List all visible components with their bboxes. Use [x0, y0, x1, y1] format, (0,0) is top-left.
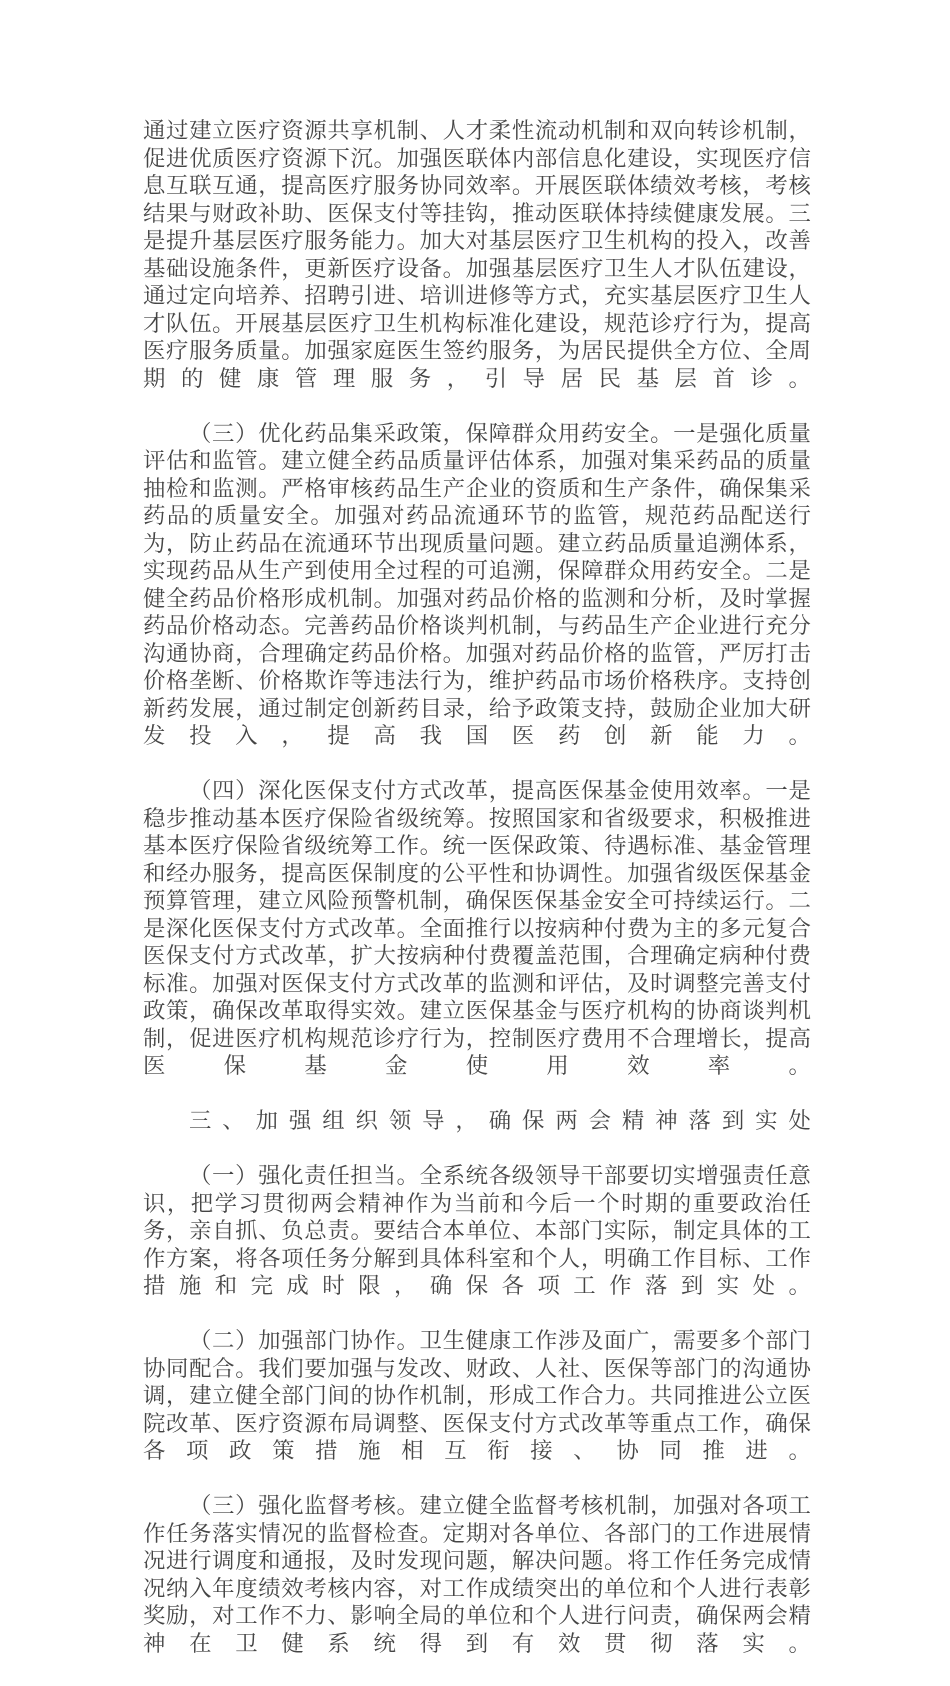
- paragraph-section-3-drug-procurement: （三）优化药品集采政策，保障群众用药安全。一是强化质量评估和监管。建立健全药品质量评估体系，加强对集采药品的质量抽检和监测。严格审核药品生产企业的资质和生产条件，确保集采药品的质量安全。加强对药品流通环节的监管，规范药品配送行为，防止药品在流通环节出现质量问题。建立药品质量追溯体系，实现药品从生产到使用全过程的可追溯，保障群众用药安全。二是健全药品价格形成机制。加强对药品价格的监测和分析，及时掌握药品价格动态。完善药品价格谈判机制，与药品生产企业进行充分沟通协商，合理确定药品价格。加强对药品价格的监管，严厉打击价格垄断、价格欺诈等违法行为，维护药品市场价格秩序。支持创新药发展，通过制定创新药目录，给予政策支持，鼓励企业加大研发投入，提高我国医药创新能力。: [143, 420, 811, 749]
- section-heading-three: 三、加强组织领导，确保两会精神落到实处: [189, 1108, 811, 1134]
- paragraph-continuation: 通过建立医疗资源共享机制、人才柔性流动机制和双向转诊机制，促进优质医疗资源下沉。加强医联体内部信息化建设，实现医疗信息互联互通，提高医疗服务协同效率。开展医联体绩效考核，考核结果与财政补助、医保支付等挂钩，推动医联体持续健康发展。三是提升基层医疗服务能力。加大对基层医疗卫生机构的投入，改善基础设施条件，更新医疗设备。加强基层医疗卫生人才队伍建设，通过定向培养、招聘引进、培训进修等方式，充实基层医疗卫生人才队伍。开展基层医疗卫生机构标准化建设，规范诊疗行为，提高医疗服务质量。加强家庭医生签约服务，为居民提供全方位、全周期的健康管理服务，引导居民基层首诊。: [143, 118, 811, 392]
- document-text-body: [143, 118, 811, 1686]
- paragraph-subsection-3-supervision-assessment: （三）强化监督考核。建立健全监督考核机制，加强对各项工作任务落实情况的监督检查。定期对各单位、各部门的工作进展情况进行调度和通报，及时发现问题，解决问题。将工作任务完成情况纳入年度绩效考核内容，对工作成绩突出的单位和个人进行表彰奖励，对工作不力、影响全局的单位和个人进行问责，确保两会精神在卫健系统得到有效贯彻落实。: [143, 1493, 811, 1657]
- paragraph-section-4-insurance-payment-reform: （四）深化医保支付方式改革，提高医保基金使用效率。一是稳步推动基本医疗保险省级统筹。按照国家和省级要求，积极推进基本医疗保险省级统筹工作。统一医保政策、待遇标准、基金管理和经办服务，提高医保制度的公平性和协调性。加强省级医保基金预算管理，建立风险预警机制，确保医保基金安全可持续运行。二是深化医保支付方式改革。全面推行以按病种付费为主的多元复合医保支付方式改革，扩大按病种付费覆盖范围，合理确定病种付费标准。加强对医保支付方式改革的监测和评估，及时调整完善支付政策，确保改革取得实效。建立医保基金与医疗机构的协商谈判机制，促进医疗机构规范诊疗行为，控制医疗费用不合理增长，提高医保基金使用效率。: [143, 778, 811, 1079]
- paragraph-subsection-2-department-cooperation: （二）加强部门协作。卫生健康工作涉及面广，需要多个部门协同配合。我们要加强与发改、财政、人社、医保等部门的沟通协调，建立健全部门间的协作机制，形成工作合力。共同推进公立医院改革、医疗资源布局调整、医保支付方式改革等重点工作，确保各项政策措施相互衔接、协同推进。: [143, 1328, 811, 1464]
- paragraph-subsection-1-responsibility: （一）强化责任担当。全系统各级领导干部要切实增强责任意识，把学习贯彻两会精神作为当前和今后一个时期的重要政治任务，亲自抓、负总责。要结合本单位、本部门实际，制定具体的工作方案，将各项任务分解到具体科室和个人，明确工作目标、工作措施和完成时限，确保各项工作落到实处。: [143, 1163, 811, 1299]
